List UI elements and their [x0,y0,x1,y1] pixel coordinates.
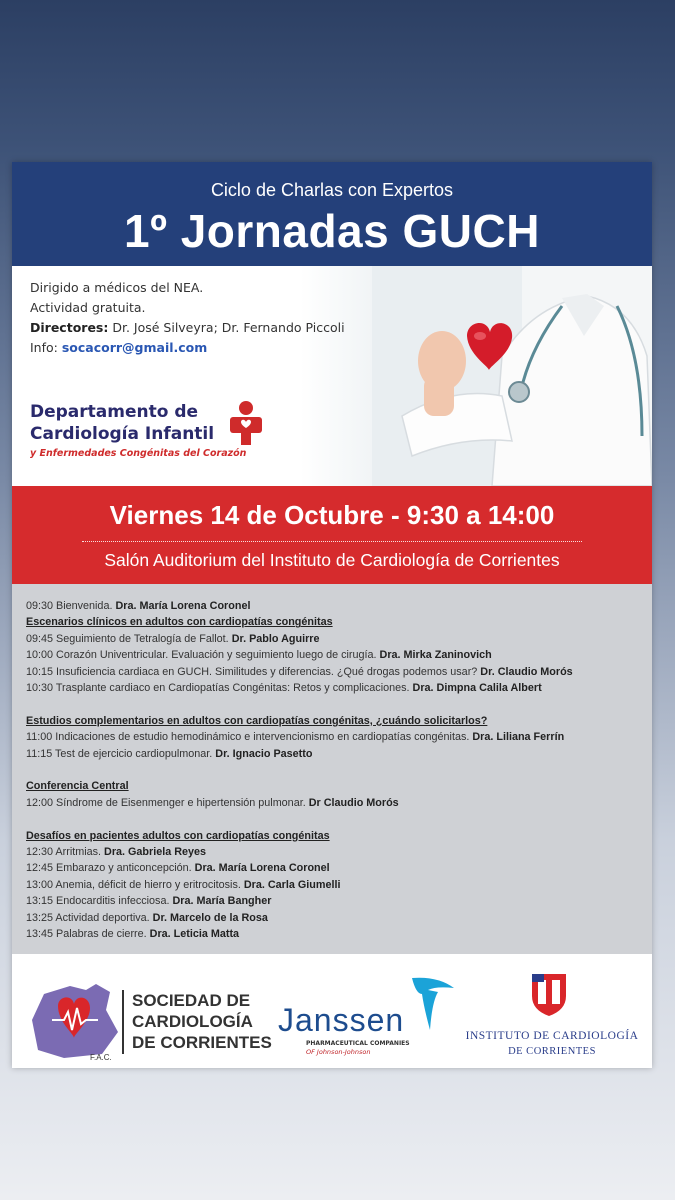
program-spacer [26,811,646,827]
program-talk: 13:15 Endocarditis infecciosa. [26,895,173,908]
janssen-subtitle: PHARMACEUTICAL COMPANIES [306,1040,410,1047]
program-talk: 12:00 Síndrome de Eisenmenger e hipertensión pulmonar. [26,796,309,809]
sociedad-line3: DE CORRIENTES [132,1033,272,1052]
program-talk: 10:30 Trasplante cardiaco en Cardiopatías Congénitas: Retos y complicaciones. [26,682,413,695]
flyer [12,162,652,1068]
department-line3: y Enfermedades Congénitas del Corazón [30,448,247,459]
program-speaker: Dra. Mirka Zaninovich [379,649,492,662]
program-row [26,910,646,926]
program-row [26,860,646,876]
program-talk: 12:30 Arritmias. [26,846,105,859]
program-section-heading: Escenarios clínicos en adultos con cardiopatías congénitas [26,616,333,629]
program-talk: 13:45 Palabras de cierre. [26,928,150,941]
department-line2: Cardiología Infantil [30,424,215,444]
program-row [26,844,646,860]
program-row [26,598,646,614]
sociedad-divider [122,990,124,1054]
header-banner [12,162,652,266]
event-venue: Salón Auditorium del Instituto de Cardiología de Corrientes [104,550,560,570]
info-label: Info: [30,340,62,355]
event-subtitle: Ciclo de Charlas con Expertos [210,180,454,200]
janssen-parent: OF Johnson-Johnson [306,1048,371,1056]
program-speaker: Dr. Ignacio Pasetto [215,747,313,760]
program-talk: 11:15 Test de ejercicio cardiopulmonar. [26,747,216,760]
program-speaker: Dr Claudio Morós [308,796,399,809]
instituto-heart-icon [528,970,570,1018]
janssen-name: Janssen [278,1002,405,1038]
program-section [12,584,652,954]
program-talk: 09:30 Bienvenida. [26,600,116,612]
program-speaker: Dra. Liliana Ferrín [472,731,565,744]
program-talk: 11:00 Indicaciones de estudio hemodinámico e intervencionismo en cardiopatías congénitas. [26,731,473,744]
program-talk: 10:00 Corazón Univentricular. Evaluación y seguimiento luego de cirugía. [26,649,380,662]
program-speaker: Dra. María Lorena Coronel [194,862,330,875]
info-area [12,266,652,486]
free-line: Actividad gratuita. [30,300,146,315]
program-speaker: Dr. Marcelo de la Rosa [152,911,268,924]
dotted-divider [82,541,582,542]
program-row [26,729,646,745]
instituto-line1: INSTITUTO DE CARDIOLOGÍA [465,1030,639,1042]
program-list [26,598,646,942]
program-section-heading: Estudios complementarios en adultos con cardiopatías congénitas, ¿cuándo solicitarlos? [26,714,488,727]
janssen-swoosh-icon [398,974,458,1034]
info-text [30,278,345,358]
directors-line [30,318,345,338]
fac-badge: F.A.C. [90,1053,112,1062]
program-spacer [26,762,646,778]
sociedad-text [132,990,272,1053]
program-speaker: Dra. Gabriela Reyes [104,846,207,859]
program-speaker: Dr. Pablo Aguirre [231,632,320,645]
program-speaker: Dra. Carla Giumelli [243,878,341,891]
program-speaker: Dra. María Bangher [172,895,272,908]
program-section-heading: Desafíos en pacientes adultos con cardiopatías congénitas [26,829,330,842]
event-title: 1º Jornadas GUCH [124,205,540,257]
sociedad-line2: CARDIOLOGÍA [132,1012,253,1031]
child-heart-icon [226,400,266,446]
sponsors-footer [12,954,652,1068]
contact-line [30,338,345,358]
program-talk: 09:45 Seguimiento de Tetralogía de Fallot. [26,632,232,645]
directors-label: Directores: [30,320,109,335]
program-talk: 10:15 Insuficiencia cardiaca en GUCH. Similitudes y diferencias. ¿Qué drogas podemos usar? [26,665,481,678]
doctor-heart-illustration [372,266,652,486]
janssen-logo [278,974,458,1064]
program-speaker: Dra. Dimpna Calila Albert [412,682,542,695]
program-talk: 12:45 Embarazo y anticoncepción. [26,862,195,875]
program-speaker: Dra. Leticia Matta [149,928,240,941]
program-row [26,664,646,680]
instituto-line2: DE CORRIENTES [508,1046,596,1057]
directors-value: Dr. José Silveyra; Dr. Fernando Piccoli [108,320,345,335]
department-logo [30,402,280,482]
program-row [26,795,646,811]
audience-line: Dirigido a médicos del NEA. [30,280,204,295]
program-talk: 13:25 Actividad deportiva. [26,911,153,924]
program-row [26,647,646,663]
event-date: Viernes 14 de Octubre - 9:30 a 14:00 [109,500,555,530]
program-row [26,877,646,893]
program-spacer [26,696,646,712]
email-link[interactable]: socacorr@gmail.com [61,340,208,355]
program-section-heading: Conferencia Central [26,780,129,793]
sociedad-map-heart-logo [24,980,124,1064]
program-speaker: Dr. Claudio Morós [480,665,573,678]
sociedad-line1: SOCIEDAD DE [132,991,251,1010]
program-row [26,631,646,647]
program-row [26,893,646,909]
instituto-logo [462,970,642,1060]
date-banner [12,486,652,584]
program-row [26,926,646,942]
program-talk: 13:00 Anemia, déficit de hierro y eritrocitosis. [26,878,244,891]
department-line1: Departamento de [30,402,199,422]
program-row [26,680,646,696]
program-speaker: Dra. María Lorena Coronel [115,600,251,612]
program-row [26,746,646,762]
